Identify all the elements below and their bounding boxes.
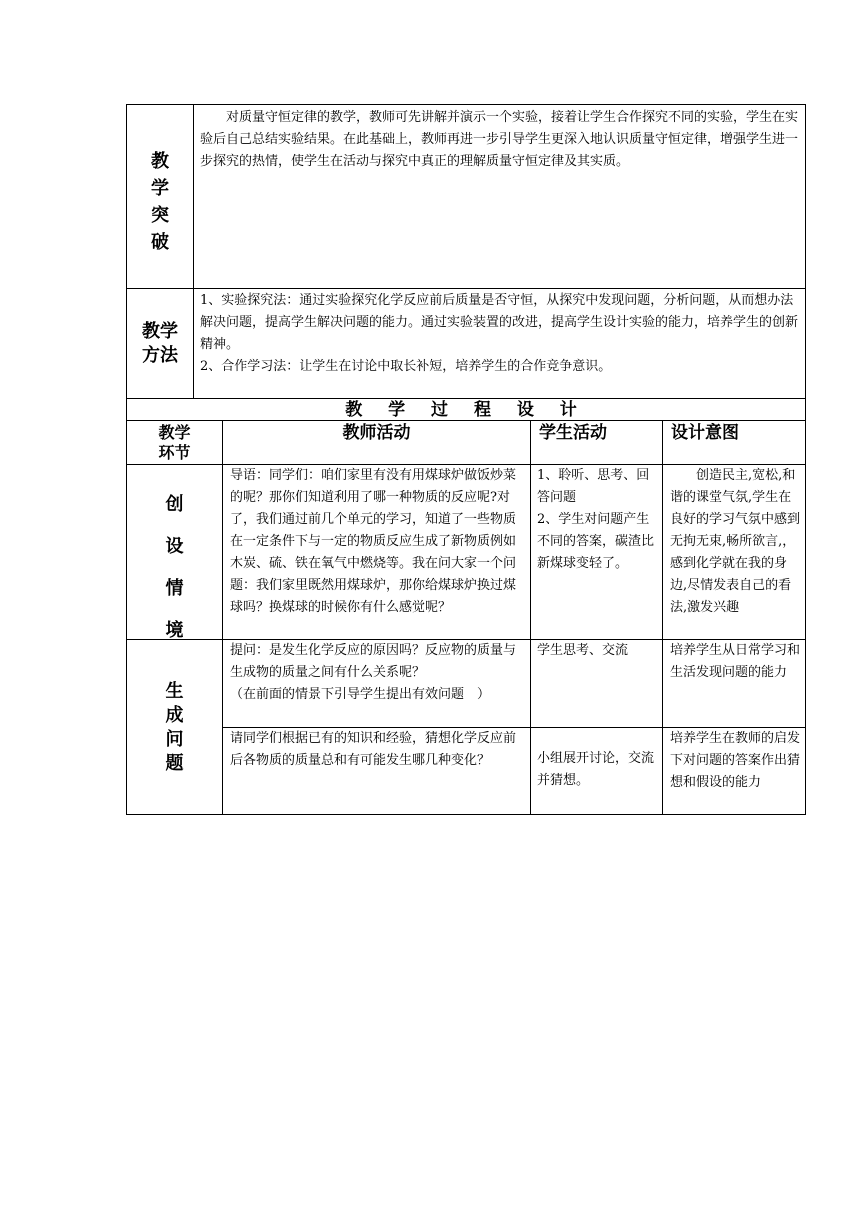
stage-char: 问 bbox=[165, 729, 184, 750]
row2b-intent: 培养学生在教师的启发下对问题的答案作出猜想和假设的能力 bbox=[670, 731, 801, 790]
header-stage-line: 教学 bbox=[158, 423, 191, 442]
row2a-student: 学生思考、交流 bbox=[537, 643, 629, 658]
stage-char: 情 bbox=[165, 578, 184, 599]
method-label-line: 教学 bbox=[142, 321, 178, 342]
stage-char: 成 bbox=[165, 705, 184, 726]
breakthrough-label bbox=[127, 148, 193, 256]
method-label bbox=[127, 320, 193, 368]
stage-char: 境 bbox=[165, 620, 184, 641]
stage-char: 题 bbox=[165, 753, 184, 774]
stage-char: 生 bbox=[165, 681, 184, 702]
breakthrough-label-char: 破 bbox=[151, 232, 169, 253]
row2b-teacher: 请同学们根据已有的知识和经验，猜想化学反应前后各物质的质量总和有可能发生哪几种变化？ bbox=[230, 731, 517, 768]
row1-intent: 创造民主,宽松,和谐的课堂气氛,学生在良好的学习气氛中感到无拘无束,畅所欲言,，感到化学就在我的身边,尽情发表自己的看法,激发兴趣 bbox=[670, 468, 801, 615]
stage-char: 创 bbox=[165, 494, 184, 515]
header-teacher: 教师活动 bbox=[342, 423, 411, 443]
breakthrough-label-char: 教 bbox=[151, 151, 169, 172]
process-title: 教 学 过 程 设 计 bbox=[345, 400, 587, 420]
header-student: 学生活动 bbox=[539, 423, 607, 443]
stage-char: 设 bbox=[165, 536, 184, 557]
breakthrough-text: 对质量守恒定律的教学，教师可先讲解并演示一个实验，接着让学生合作探究不同的实验，学生在实验后自己总结实验结果。在此基础上，教师再进一步引导学生更深入地认识质量守恒定律，增强学生进一步探究的热情，使学生在活动与探究中真正的理解质量守恒定律及其实质。 bbox=[200, 110, 799, 169]
breakthrough-label-char: 学 bbox=[151, 178, 169, 199]
stage-generate-question bbox=[127, 680, 222, 776]
stage-create-scene bbox=[127, 484, 222, 652]
row1-student: 1、聆听、思考、回答问题 2、学生对问题产生不同的答案，碳渣比新煤球变轻了。 bbox=[537, 468, 655, 571]
method-text-1: 1、实验探究法：通过实验探究化学反应前后质量是否守恒，从探究中发现问题，分析问题，从而想办法解决问题，提高学生解决问题的能力。通过实验装置的改进，提高学生设计实验的能力，培养学生的创新精神。 bbox=[200, 293, 799, 352]
header-intent: 设计意图 bbox=[671, 423, 739, 443]
breakthrough-label-char: 突 bbox=[151, 205, 169, 226]
header-stage-line: 环节 bbox=[158, 443, 191, 462]
row2b-student: 小组展开讨论，交流并猜想。 bbox=[537, 751, 655, 788]
row2a-intent: 培养学生从日常学习和生活发现问题的能力 bbox=[670, 643, 801, 680]
row2a-teacher: 提问：是发生化学反应的原因吗？反应物的质量与生成物的质量之间有什么关系呢？ （在前面的情景下引导学生提出有效问题 ） bbox=[230, 643, 517, 702]
header-stage bbox=[127, 423, 222, 463]
method-text-2: 2、合作学习法：让学生在讨论中取长补短，培养学生的合作竞争意识。 bbox=[200, 359, 612, 374]
row1-teacher: 导语：同学们：咱们家里有没有用煤球炉做饭炒菜的呢？那你们知道利用了哪一种物质的反应呢?对了，我们通过前几个单元的学习，知道了一些物质在一定条件下与一定的物质反应生成了新物质例如木炭、硫、铁在氧气中燃烧等。我在问大家一个问题：我们家里既然用煤球炉，那你给煤球炉换过煤球吗？换煤球的时候你有什么感觉呢？ bbox=[230, 468, 517, 615]
method-label-line: 方法 bbox=[142, 345, 178, 366]
